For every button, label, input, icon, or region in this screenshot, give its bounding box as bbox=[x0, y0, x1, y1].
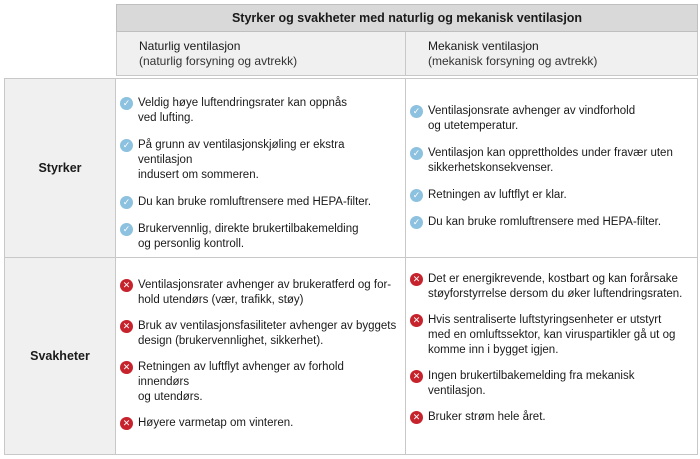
column-subheading-natural: (naturlig forsyning og avtrekk) bbox=[139, 54, 298, 68]
list-item-text: Retningen av luftflyt avhenger av forhold innendørs bbox=[138, 361, 344, 388]
list-item-text: komme inn i bygget igjen. bbox=[428, 344, 559, 356]
list-item-text: støyforstyrrelse dersom du øker luftendringsraten. bbox=[428, 288, 683, 300]
list-item-text: og personlig kontroll. bbox=[138, 238, 245, 250]
list-item bbox=[410, 410, 697, 425]
row-label-weaknesses: Svakheter bbox=[4, 258, 116, 455]
cross-icon: ✕ bbox=[120, 279, 133, 292]
list-item-text: Du kan bruke romluftrensere med HEPA-filter. bbox=[428, 216, 662, 228]
list-item-text: På grunn av ventilasjonskjøling er ekstra ventilasjon bbox=[138, 139, 345, 166]
check-icon: ✓ bbox=[410, 105, 423, 118]
list-item bbox=[120, 360, 405, 405]
list-item-text: og utendørs. bbox=[138, 391, 203, 403]
cross-icon: ✕ bbox=[410, 314, 423, 327]
list-item bbox=[120, 96, 405, 126]
check-icon: ✓ bbox=[120, 97, 133, 110]
check-icon: ✓ bbox=[410, 147, 423, 160]
list-item-text: Ventilasjon kan opprettholdes under fravær uten bbox=[428, 147, 673, 159]
list-item-text: Ventilasjonsrate avhenger av vindforhold bbox=[428, 105, 636, 117]
list-item bbox=[120, 416, 405, 431]
column-header-mechanical bbox=[406, 32, 698, 76]
list-item-text: Retningen av luftflyt er klar. bbox=[428, 189, 567, 201]
list-item bbox=[410, 215, 697, 230]
list-item-text: ved lufting. bbox=[138, 112, 194, 124]
cross-icon: ✕ bbox=[410, 273, 423, 286]
check-icon: ✓ bbox=[410, 216, 423, 229]
cell-strengths-natural bbox=[116, 78, 406, 258]
list-item-text: ventilasjon. bbox=[428, 385, 486, 397]
cell-weaknesses-mechanical bbox=[406, 258, 698, 455]
list-item-text: og utetemperatur. bbox=[428, 120, 519, 132]
cross-icon: ✕ bbox=[410, 411, 423, 424]
check-icon: ✓ bbox=[120, 223, 133, 236]
row-label-strengths: Styrker bbox=[4, 78, 116, 258]
list-item bbox=[120, 222, 405, 252]
column-heading-natural: Naturlig ventilasjon bbox=[139, 39, 241, 53]
list-item-text: design (brukervennlighet, sikkerhet). bbox=[138, 335, 324, 347]
cross-icon: ✕ bbox=[120, 417, 133, 430]
list-item-text: Bruk av ventilasjonsfasiliteter avhenger av byggets bbox=[138, 320, 397, 332]
list-item-text: Ventilasjonsrater avhenger av brukeratferd og for- bbox=[138, 279, 392, 291]
list-item bbox=[410, 272, 697, 302]
column-heading-mechanical: Mekanisk ventilasjon bbox=[428, 39, 539, 53]
list-item bbox=[410, 188, 697, 203]
list-item bbox=[120, 138, 405, 183]
check-icon: ✓ bbox=[120, 139, 133, 152]
list-item bbox=[410, 313, 697, 358]
list-item bbox=[120, 278, 405, 308]
cross-icon: ✕ bbox=[120, 320, 133, 333]
cell-strengths-mechanical bbox=[406, 78, 698, 258]
list-item-text: Det er energikrevende, kostbart og kan forårsake bbox=[428, 273, 678, 285]
list-item bbox=[410, 369, 697, 399]
cross-icon: ✕ bbox=[120, 361, 133, 374]
list-item-text: indusert om sommeren. bbox=[138, 169, 259, 181]
list-item-text: hold utendørs (vær, trafikk, støy) bbox=[138, 294, 304, 306]
cell-weaknesses-natural bbox=[116, 258, 406, 455]
list-item bbox=[120, 319, 405, 349]
list-item-text: Høyere varmetap om vinteren. bbox=[138, 417, 294, 429]
column-header-natural bbox=[116, 32, 406, 76]
list-item-text: Du kan bruke romluftrensere med HEPA-filter. bbox=[138, 196, 372, 208]
list-item bbox=[410, 104, 697, 134]
list-item-text: sikkerhetskonsekvenser. bbox=[428, 162, 554, 174]
list-item-text: Hvis sentraliserte luftstyringsenheter er utstyrt bbox=[428, 314, 662, 326]
list-item bbox=[410, 146, 697, 176]
list-item-text: Veldig høye luftendringsrater kan oppnås bbox=[138, 97, 348, 109]
list-item-text: Brukervennlig, direkte brukertilbakemelding bbox=[138, 223, 359, 235]
list-item-text: Ingen brukertilbakemelding fra mekanisk bbox=[428, 370, 635, 382]
list-item-text: med en omluftssektor, kan viruspartikler gå ut og bbox=[428, 329, 676, 341]
check-icon: ✓ bbox=[120, 196, 133, 209]
table-title: Styrker og svakheter med naturlig og mekanisk ventilasjon bbox=[116, 4, 698, 32]
column-subheading-mechanical: (mekanisk forsyning og avtrekk) bbox=[428, 54, 598, 68]
list-item bbox=[120, 195, 405, 210]
check-icon: ✓ bbox=[410, 189, 423, 202]
list-item-text: Bruker strøm hele året. bbox=[428, 411, 546, 423]
cross-icon: ✕ bbox=[410, 370, 423, 383]
